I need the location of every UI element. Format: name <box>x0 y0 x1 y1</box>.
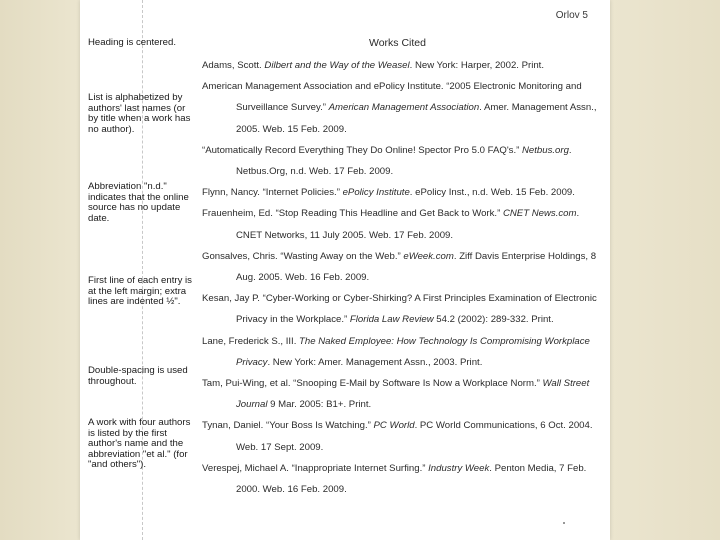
citation-italic-title: Florida Law Review <box>349 314 434 326</box>
annotation-alphabetized: List is alphabetized by authors' last names (or by title when a work has no author). <box>88 92 191 135</box>
citation-entry <box>202 331 602 373</box>
citation-italic-title: CNET News.com <box>502 208 577 220</box>
citation-text: “Automatically Record Everything They Do Online! Spector Pro 5.0 FAQ's.” <box>202 144 522 156</box>
citation-text: . Ziff Davis Enterprise Holdings, 8 Aug. 2005. Web. 16 Feb. 2009. <box>236 250 597 284</box>
citation-text: 54.2 (2002): 289-332. Print. <box>433 314 554 326</box>
citation-text: Gonsalves, Chris. “Wasting Away on the Web.” <box>202 250 404 262</box>
citation-entry <box>202 76 602 140</box>
works-cited-title: Works Cited <box>369 37 426 49</box>
citation-italic-title: Netbus.org <box>521 144 569 156</box>
citation-italic-title: Wall Street Journal <box>236 378 590 411</box>
citation-text: . Netbus.Org, n.d. Web. 17 Feb. 2009. <box>236 144 572 178</box>
background-right <box>610 0 720 540</box>
citation-italic-title: Industry Week <box>428 462 490 474</box>
citation-italic-title: eWeek.com <box>403 250 454 262</box>
citation-entry <box>202 458 602 500</box>
citation-text: . New York: Amer. Management Assn., 2003. Print. <box>267 356 483 368</box>
citation-text: . Penton Media, 7 Feb. 2000. Web. 16 Feb. 2009. <box>236 462 587 496</box>
citation-text: Tynan, Daniel. “Your Boss Is Watching.” <box>202 420 374 432</box>
scan-mark <box>563 522 565 524</box>
citation-italic-title: Dilbert and the Way of the Weasel <box>264 60 410 71</box>
citation-entry <box>202 182 602 203</box>
citation-text: . Amer. Management Assn., 2005. Web. 15 Feb. 2009. <box>236 102 597 135</box>
annotation-indent: First line of each entry is at the left margin; extra lines are indented ½". <box>88 275 192 308</box>
citation-text: . ePolicy Inst., n.d. Web. 15 Feb. 2009. <box>409 187 575 199</box>
citation-entry <box>202 415 602 457</box>
citation-text: American Management Association and ePolicy Institute. “2005 Electronic Monitoring and Surveillance Survey.” <box>202 81 582 114</box>
citation-entry <box>202 140 602 182</box>
citation-entry <box>202 246 602 288</box>
citation-text: Verespej, Michael A. “Inappropriate Internet Surfing.” <box>202 462 429 474</box>
citation-text: Tam, Pui-Wing, et al. “Snooping E-Mail by Software Is Now a Workplace Norm.” <box>202 378 543 390</box>
citation-entry <box>202 373 602 415</box>
annotation-double-spacing: Double-spacing is used throughout. <box>88 365 188 387</box>
citation-entry <box>202 55 602 76</box>
citation-italic-title: PC World <box>373 420 415 432</box>
citation-italic-title: ePolicy Institute <box>342 187 410 199</box>
works-cited-list <box>202 55 602 500</box>
citation-text: Adams, Scott. <box>202 60 265 71</box>
citation-text: Flynn, Nancy. “Internet Policies.” <box>202 187 343 199</box>
citation-italic-title: American Management Association <box>328 102 480 114</box>
citation-entry <box>202 203 602 245</box>
annotation-et-al: A work with four authors is listed by the first author's name and the abbreviation "et al." (for "and others"). <box>88 417 191 471</box>
annotation-heading: Heading is centered. <box>88 37 176 48</box>
citation-text: . CNET Networks, 11 July 2005. Web. 17 Feb. 2009. <box>236 208 580 241</box>
annotation-nd: Abbreviation "n.d." indicates that the online source has no update date. <box>88 181 189 224</box>
citation-italic-title: The Naked Employee: How Technology Is Compromising Workplace Privacy <box>236 335 590 368</box>
background-left <box>0 0 80 540</box>
citation-text: Frauenheim, Ed. “Stop Reading This Headline and Get Back to Work.” <box>202 208 503 220</box>
citation-text: . New York: Harper, 2002. Print. <box>409 60 545 71</box>
document-page <box>80 0 610 540</box>
citation-text: Kesan, Jay P. “Cyber-Working or Cyber-Shirking? A First Principles Examination of Electronic Privacy in the Workplace.” <box>202 293 597 326</box>
citation-text: 9 Mar. 2005: B1+. Print. <box>267 399 372 411</box>
citation-entry <box>202 288 602 330</box>
citation-text: . PC World Communications, 6 Oct. 2004. Web. 17 Sept. 2009. <box>236 420 593 453</box>
citation-text: Lane, Frederick S., III. <box>202 335 300 347</box>
running-head: Orlov 5 <box>555 10 588 21</box>
